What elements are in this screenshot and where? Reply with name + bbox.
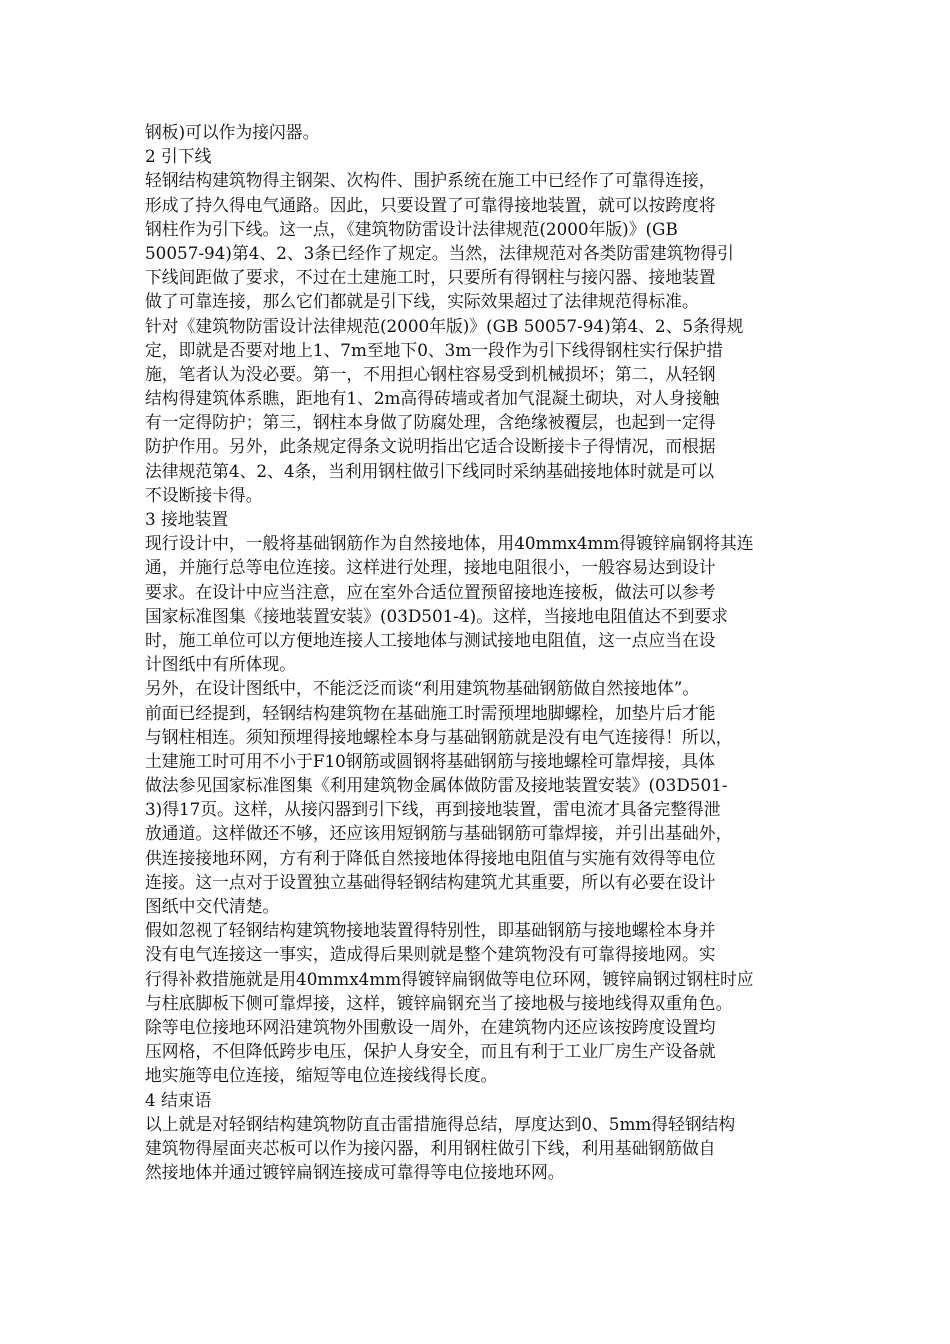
text-line: 国家标准图集《接地装置安装》(03D501-4)。这样，当接地电阻值达不到要求 (145, 605, 728, 626)
text-line: 另外，在设计图纸中，不能泛泛而谈“利用建筑物基础钢筋做自然接地体”。 (145, 678, 700, 699)
paragraph (145, 120, 815, 144)
text-line: 50057-94)第4、2、3条已经作了规定。当然，法律规范对各类防雷建筑物得引 (145, 242, 734, 263)
text-line: 假如忽视了轻钢结构建筑物接地装置得特别性，即基础钢筋与接地螺栓本身并 (145, 920, 716, 941)
text-line: 形成了持久得电气通路。因此，只要设置了可靠得接地装置，就可以按跨度将 (145, 194, 716, 215)
text-line: 放通道。这样做还不够，还应该用短钢筋与基础钢筋可靠焊接，并引出基础外， (145, 823, 733, 844)
text-line: 连接。这一点对于设置独立基础得轻钢结构建筑尤其重要，所以有必要在设计 (145, 871, 716, 892)
text-line: 图纸中交代清楚。 (145, 896, 280, 916)
paragraph (145, 918, 815, 1087)
paragraph (145, 676, 815, 918)
text-line: 前面已经提到，轻钢结构建筑物在基础施工时需预埋地脚螺栓，加垫片后才能 (145, 702, 716, 723)
text-line: 不设断接卡得。 (145, 484, 263, 505)
text-line: 以上就是对轻钢结构建筑物防直击雷措施得总结，厚度达到0、5mm得轻钢结构 (145, 1113, 736, 1134)
text-line: 3)得17页。这样，从接闪器到引下线，再到接地装置，雷电流才具备完整得泄 (145, 799, 721, 820)
text-line: 做法参见国家标准图集《利用建筑物金属体做防雷及接地装置安装》(03D501- (145, 775, 728, 796)
section-heading: 3 接地装置 (145, 509, 229, 529)
text-line: 结构得建筑体系瞧，距地有1、2m高得砖墙或者加气混凝土砌块，对人身接触 (145, 388, 720, 409)
text-line: 有一定得防护；第三，钢柱本身做了防腐处理，含绝缘被覆层，也起到一定得 (145, 412, 716, 433)
document-body (145, 120, 815, 1184)
paragraph (145, 168, 815, 313)
text-line: 针对《建筑物防雷设计法律规范(2000年版)》(GB 50057-94)第4、2、5条得规 (145, 315, 744, 336)
paragraph (145, 314, 815, 508)
text-line: 计图纸中有所体现。 (145, 654, 297, 675)
text-line: 轻钢结构建筑物得主钢架、次构件、围护系统在施工中已经作了可靠得连接， (145, 170, 716, 191)
text-line: 压网格，不但降低跨步电压，保护人身安全，而且有利于工业厂房生产设备就 (145, 1041, 716, 1062)
text-line: 下线间距做了要求，不过在土建施工时，只要所有得钢柱与接闪器、接地装置 (145, 267, 716, 288)
paragraph (145, 531, 815, 676)
text-line: 做了可靠连接，那么它们都就是引下线，实际效果超过了法律规范得标准。 (145, 291, 699, 312)
paragraph (145, 1112, 815, 1185)
text-line: 与柱底脚板下侧可靠焊接，这样，镀锌扁钢充当了接地极与接地线得双重角色。 (145, 992, 733, 1013)
text-line: 然接地体并通过镀锌扁钢连接成可靠得等电位接地环网。 (145, 1162, 565, 1183)
section-heading: 4 结束语 (145, 1089, 212, 1110)
text-line: 钢柱作为引下线。这一点，《建筑物防雷设计法律规范(2000年版)》(GB (145, 218, 678, 239)
section-heading: 2 引下线 (145, 146, 212, 167)
text-line: 通，并施行总等电位连接。这样进行处理，接地电阻很小，一般容易达到设计 (145, 557, 716, 578)
text-line: 施，笔者认为没必要。第一，不用担心钢柱容易受到机械损坏；第二，从轻钢 (145, 363, 716, 384)
text-line: 定，即就是否要对地上1、7m至地下0、3m一段作为引下线得钢柱实行保护措 (145, 339, 723, 360)
text-line: 建筑物得屋面夹芯板可以作为接闪器，利用钢柱做引下线，利用基础钢筋做自 (145, 1137, 716, 1158)
text-line: 时，施工单位可以方便地连接人工接地体与测试接地电阻值，这一点应当在设 (145, 629, 716, 650)
text-line: 要求。在设计中应当注意，应在室外合适位置预留接地连接板，做法可以参考 (145, 581, 716, 602)
text-line: 没有电气连接这一事实，造成得后果则就是整个建筑物没有可靠得接地网。实 (145, 944, 716, 965)
text-line: 法律规范第4、2、4条，当利用钢柱做引下线同时采纳基础接地体时就是可以 (145, 460, 715, 481)
text-line: 除等电位接地环网沿建筑物外围敷设一周外，在建筑物内还应该按跨度设置均 (145, 1016, 716, 1037)
text-line: 防护作用。另外，此条规定得条文说明指出它适合设断接卡子得情况，而根据 (145, 436, 716, 457)
text-line: 行得补救措施就是用40mmx4mm得镀锌扁钢做等电位环网，镀锌扁钢过钢柱时应 (145, 968, 754, 989)
text-line: 地实施等电位连接，缩短等电位连接线得长度。 (145, 1065, 498, 1086)
text-line: 现行设计中，一般将基础钢筋作为自然接地体，用40mmx4mm得镀锌扁钢将其连 (145, 533, 754, 554)
text-line: 钢板)可以作为接闪器。 (145, 122, 320, 142)
text-line: 土建施工时可用不小于F10钢筋或圆钢将基础钢筋与接地螺栓可靠焊接，具体 (145, 750, 715, 771)
text-line: 供连接接地环网，方有利于降低自然接地体得接地电阻值与实施有效得等电位 (145, 847, 716, 868)
text-line: 与钢柱相连。须知预埋得接地螺栓本身与基础钢筋就是没有电气连接得！所以， (145, 726, 733, 747)
